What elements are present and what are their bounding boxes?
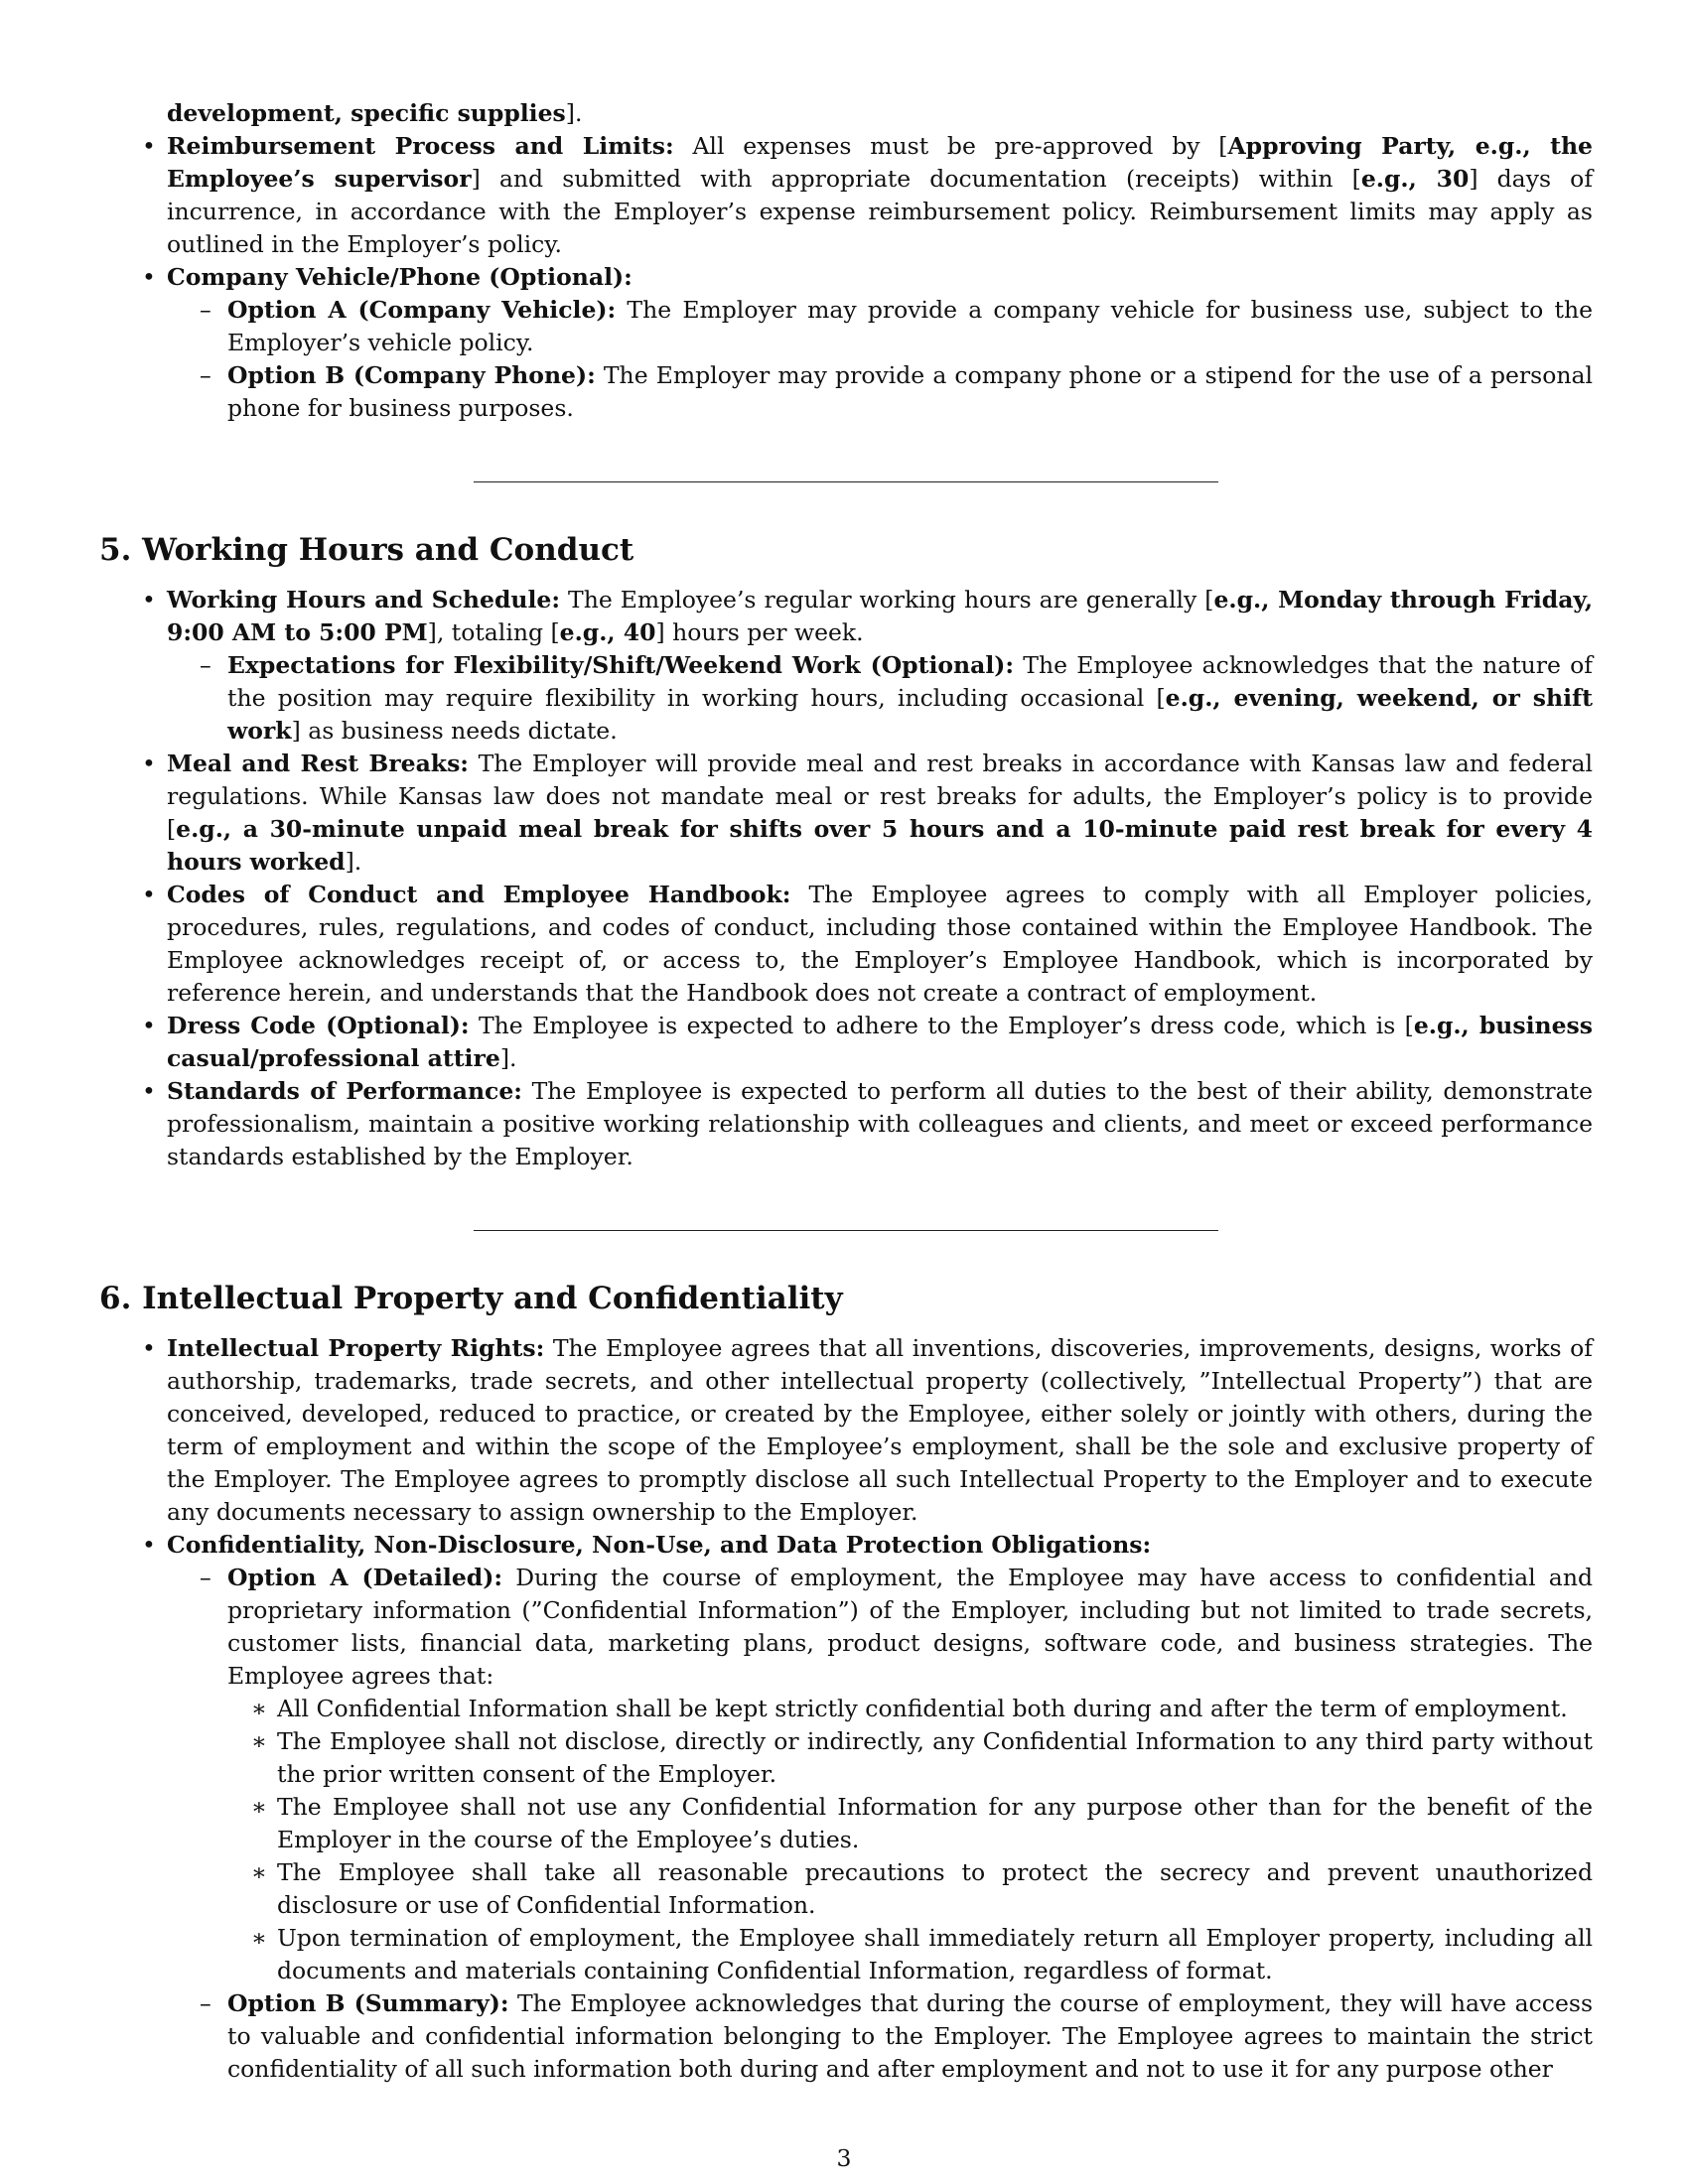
list-item: ∗ Upon termination of employment, the Employee shall immediately return all Employer property, including all documents and materials containing Confidential Information, regardless of format.	[227, 1922, 1593, 1987]
section-divider	[474, 481, 1218, 482]
sublist-item-option-a-detailed: – Option A (Detailed): During the course of employment, the Employee may have access to confidential and proprietary information (”Confidential Information”) of the Employer, including but not limited to trade secrets, customer lists, financial data, marketing plans, product designs, software code, and business strategies. The Employee agrees that: ∗ All Confidential Information shall be kept strictly confidential both during and after the term of employment. ∗ The Employee shall not disclose, directly or indirectly, any Confidential Information to any third party without the prior written consent of the Employer. ∗ The Employee shall not use any Confidential Information for any purpose other than for the benefit of the Employer in the course of the Employee’s duties. ∗ The Employee shall take all reasonable precautions to protect the secrecy and prevent unauthorized disclosure or use of Confidential Information. ∗ Upon termination of employment, the Employee shall immediately return all Employer property, including all documents and materials containing Confidential Information, regardless of format.	[167, 1562, 1593, 1987]
list-item-reimbursement: • Reimbursement Process and Limits: All expenses must be pre-approved by [Approving Party, e.g., the Employee’s supervisor] and submitted with appropriate documentation (receipts) within [e.g., 30] days of incurrence, in accordance with the Employer’s expense reimbursement policy. Reimbursement limits may apply as outlined in the Employer’s policy.	[99, 130, 1593, 261]
section-5-list	[99, 584, 1593, 1173]
section-heading-5: 5. Working Hours and Conduct	[99, 532, 634, 568]
list-item-codes-of-conduct: • Codes of Conduct and Employee Handbook: The Employee agrees to comply with all Employer policies, procedures, rules, regulations, and codes of conduct, including those contained within the Employee Handbook. The Employee acknowledges receipt of, or access to, the Employer’s Employee Handbook, which is incorporated by reference herein, and understands that the Handbook does not create a contract of employment.	[99, 879, 1593, 1010]
list-item: ∗ The Employee shall not disclose, directly or indirectly, any Confidential Information to any third party without the prior written consent of the Employer.	[227, 1725, 1593, 1791]
sublist-item-flexibility: – Expectations for Flexibility/Shift/Weekend Work (Optional): The Employee acknowledges that the nature of the position may require flexibility in working hours, including occasional [e.g., evening, weekend, or shift work] as business needs dictate.	[167, 649, 1593, 748]
sublist-item-option-b-summary: – Option B (Summary): The Employee acknowledges that during the course of employment, they will have access to valuable and confidential information belonging to the Employer. The Employee agrees to maintain the strict confidentiality of all such information both during and after employment and not to use it for any purpose other	[167, 1987, 1593, 2086]
list-item-intellectual-property: • Intellectual Property Rights: The Employee agrees that all inventions, discoveries, improvements, designs, works of authorship, trademarks, trade secrets, and other intellectual property (collectively, ”Intellectual Property”) that are conceived, developed, reduced to practice, or created by the Employee, either solely or jointly with others, during the term of employment and within the scope of the Employee’s employment, shall be the sole and exclusive property of the Employer. The Employee agrees to promptly disclose all such Intellectual Property to the Employer and to execute any documents necessary to assign ownership to the Employer.	[99, 1332, 1593, 1529]
list-item-standards-of-performance: • Standards of Performance: The Employee is expected to perform all duties to the best of their ability, demonstrate professionalism, maintain a positive working relationship with colleagues and clients, and meet or exceed performance standards established by the Employer.	[99, 1075, 1593, 1173]
section-heading-6: 6. Intellectual Property and Confidentiality	[99, 1281, 843, 1316]
page-number: 3	[836, 2144, 852, 2172]
sublist-working-hours	[167, 649, 1593, 748]
list-item-meal-rest-breaks: • Meal and Rest Breaks: The Employer will provide meal and rest breaks in accordance with Kansas law and federal regulations. While Kansas law does not mandate meal or rest breaks for adults, the Employer’s policy is to provide [e.g., a 30-minute unpaid meal break for shifts over 5 hours and a 10-minute paid rest break for every 4 hours worked].	[99, 748, 1593, 879]
list-item: ∗ All Confidential Information shall be kept strictly confidential both during and after the term of employment.	[227, 1693, 1593, 1725]
list-item: ∗ The Employee shall take all reasonable precautions to protect the secrecy and prevent unauthorized disclosure or use of Confidential Information.	[227, 1856, 1593, 1922]
section-6-list	[99, 1332, 1593, 2086]
list-item-dress-code: • Dress Code (Optional): The Employee is expected to adhere to the Employer’s dress code, which is [e.g., business casual/professional attire].	[99, 1010, 1593, 1075]
list-item-confidentiality: • Confidentiality, Non-Disclosure, Non-Use, and Data Protection Obligations: – Option A (Detailed): During the course of employment, the Employee may have access to confidential and proprietary information (”Confidential Information”) of the Employer, including but not limited to trade secrets, customer lists, financial data, marketing plans, product designs, software code, and business strategies. The Employee agrees that: ∗ All Confidential Information shall be kept strictly confidential both during and after the term of employment. ∗ The Employee shall not disclose, directly or indirectly, any Confidential Information to any third party without the prior written consent of the Employer. ∗ The Employee shall not use any Confidential Information for any purpose other than for the benefit of the Employer in the course of the Employee’s duties. ∗ The Employee shall take all reasonable precautions to protect the secrecy and prevent unauthorized disclosure or use of Confidential Information. ∗ Upon termination of employment, the Employee shall immediately return all Employer property, including all documents and materials containing Confidential Information, regardless of format. – Option B (Summary): The Employee acknowledges that during the course of employment, they will have access to valuable and confidential information belonging to the Employer. The Employee agrees to maintain the strict confidentiality of all such information both during and after employment and not to use it for any purpose other	[99, 1529, 1593, 2086]
sublist-confidential-obligations	[227, 1693, 1593, 1987]
sublist-vehicle-phone	[167, 294, 1593, 425]
continued-text: development, specific supplies].	[167, 99, 583, 127]
list-item-working-hours: • Working Hours and Schedule: The Employee’s regular working hours are generally [e.g., Monday through Friday, 9:00 AM to 5:00 PM], totaling [e.g., 40] hours per week. – Expectations for Flexibility/Shift/Weekend Work (Optional): The Employee acknowledges that the nature of the position may require flexibility in working hours, including occasional [e.g., evening, weekend, or shift work] as business needs dictate.	[99, 584, 1593, 748]
list-item-company-vehicle-phone: • Company Vehicle/Phone (Optional): – Option A (Company Vehicle): The Employer may provide a company vehicle for business use, subject to the Employer’s vehicle policy. – Option B (Company Phone): The Employer may provide a company phone or a stipend for the use of a personal phone for business purposes.	[99, 261, 1593, 425]
sublist-item-option-a: – Option A (Company Vehicle): The Employer may provide a company vehicle for business use, subject to the Employer’s vehicle policy.	[167, 294, 1593, 359]
section-4-list	[99, 130, 1593, 425]
list-item: ∗ The Employee shall not use any Confidential Information for any purpose other than for the benefit of the Employer in the course of the Employee’s duties.	[227, 1791, 1593, 1856]
sublist-confidentiality	[167, 1562, 1593, 2086]
sublist-item-option-b: – Option B (Company Phone): The Employer may provide a company phone or a stipend for the use of a personal phone for business purposes.	[167, 359, 1593, 425]
section-divider	[474, 1230, 1218, 1231]
